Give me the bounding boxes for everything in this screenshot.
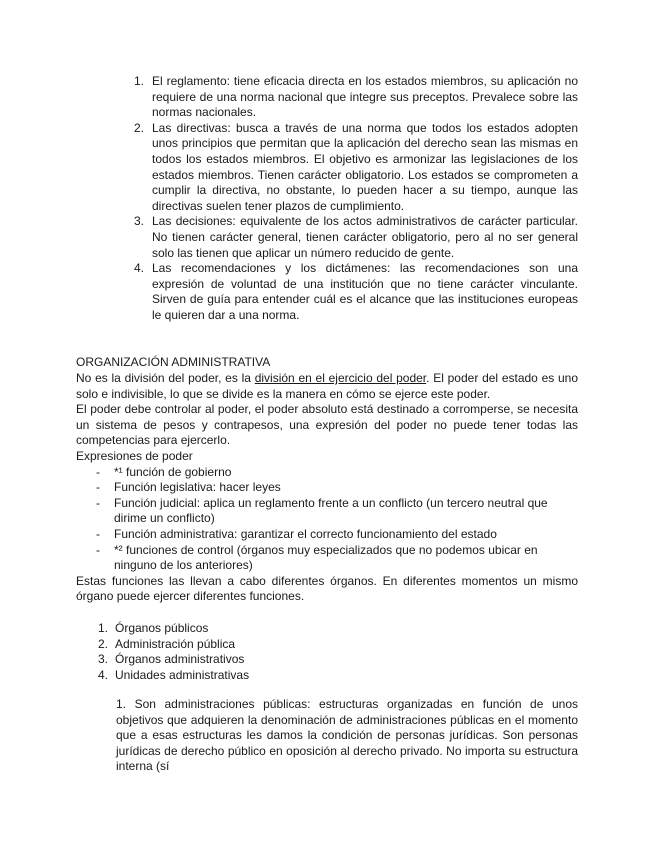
list-number: 1. [98, 621, 109, 635]
list-number: 3. [98, 652, 109, 667]
list-item [76, 496, 578, 527]
list-item [76, 637, 249, 653]
paragraph-text: . El poder del estado es uno solo e indivisible, lo que se divide es la manera en cómo se ejerce este poder. [76, 371, 579, 401]
organizacion-body [76, 371, 578, 605]
list-item [128, 214, 578, 261]
list-dash: - [96, 480, 100, 495]
list-item-text: Función legislativa: hacer leyes [114, 480, 281, 495]
list-item-text: El reglamento: tiene eficacia directa en los estados miembros, su aplicación no requiere de una norma nacional que integre sus preceptos. Prevalece sobre las normas nacionales. [152, 74, 578, 120]
list-item [128, 121, 578, 215]
paragraph-control-poder: El poder debe controlar al poder, el poder absoluto está destinado a corromperse, se necesita un sistema de pesos y contrapesos, una expresión del poder no puede tener todas las competencias para ejercerlo. [76, 402, 578, 448]
list-item-text: Función judicial: aplica un reglamento frente a un conflicto (un tercero neutral que dirime un conflicto) [114, 495, 548, 526]
list-dash: - [96, 495, 100, 510]
eu-norms-list [128, 74, 578, 324]
list-item-text: Las decisiones: equivalente de los actos administrativos de carácter particular. No tienen carácter general, tienen carácter obligatorio, pero al no ser general solo las tienen que aplicar un número reducido de gente. [152, 214, 578, 260]
list-number: 2. [134, 120, 145, 135]
list-item [76, 543, 578, 574]
list-number: 3. [134, 214, 145, 229]
list-item-text: *¹ función de gobierno [114, 464, 232, 479]
list-number: 4. [98, 667, 109, 682]
list-item-text: Administración pública [115, 636, 236, 651]
paragraph-funciones: Estas funciones las llevan a cabo diferentes órganos. En diferentes momentos un mismo órgano puede ejercer diferentes funciones. [76, 573, 578, 604]
list-number: 2. [98, 636, 109, 651]
expresiones-label: Expresiones de poder [76, 448, 193, 463]
underlined-phrase: división en el ejercicio del poder [254, 371, 427, 385]
list-item-text: Órganos públicos [115, 621, 209, 635]
section-title: ORGANIZACIÓN ADMINISTRATIVA [76, 355, 271, 369]
paragraph-text: No es la división del poder, es la [76, 371, 255, 385]
list-dash: - [96, 542, 100, 557]
list-item [128, 261, 578, 323]
list-item [76, 668, 249, 684]
list-item-text: *² funciones de control (órganos muy especializados que no podemos ubicar en ninguno de los anteriores) [114, 542, 538, 573]
organos-list [76, 621, 249, 683]
list-item [128, 74, 578, 121]
paragraph-administraciones-publicas: 1. Son administraciones públicas: estructuras organizadas en función de unos objetivos que adquieren la denominación de administraciones públicas en el momento que a esas estructuras les damos la condición de personas jurídicas. Son personas jurídicas de derecho público en oposición al derecho privado. No importa su estructura interna (sí [116, 697, 578, 774]
list-item-text: Órganos administrativos [115, 652, 245, 667]
list-item-text: Unidades administrativas [115, 667, 250, 682]
paragraph-division-poder [76, 371, 578, 402]
list-dash: - [96, 526, 100, 541]
list-item-text: Las recomendaciones y los dictámenes: las recomendaciones son una expresión de voluntad de una institución que no tiene carácter vinculante. Sirven de guía para entender cuál es el alcance que las instituciones europeas le quieren dar a una norma. [152, 261, 578, 322]
list-item [76, 652, 249, 668]
list-item [76, 621, 249, 637]
expresiones-list [76, 465, 578, 574]
list-item [76, 527, 578, 543]
list-number: 1. [134, 74, 145, 88]
list-item-text: Función administrativa: garantizar el correcto funcionamiento del estado [114, 526, 497, 541]
list-item-text: Las directivas: busca a través de una norma que todos los estados adopten unos principios que permitan que la aplicación del derecho sean las mismas en todos los estados miembros. El objetivo es armonizar las legislaciones de los estados miembros. Tienen carácter obligatorio. Los estados se comprometen a cumplir la directiva, no obstante, lo pueden hacer a su tiempo, aunque las directivas suelen tener plazos de cumplimiento. [152, 120, 578, 213]
list-item [76, 480, 578, 496]
list-item [76, 465, 578, 481]
list-dash: - [96, 464, 100, 479]
list-number: 4. [134, 261, 145, 276]
